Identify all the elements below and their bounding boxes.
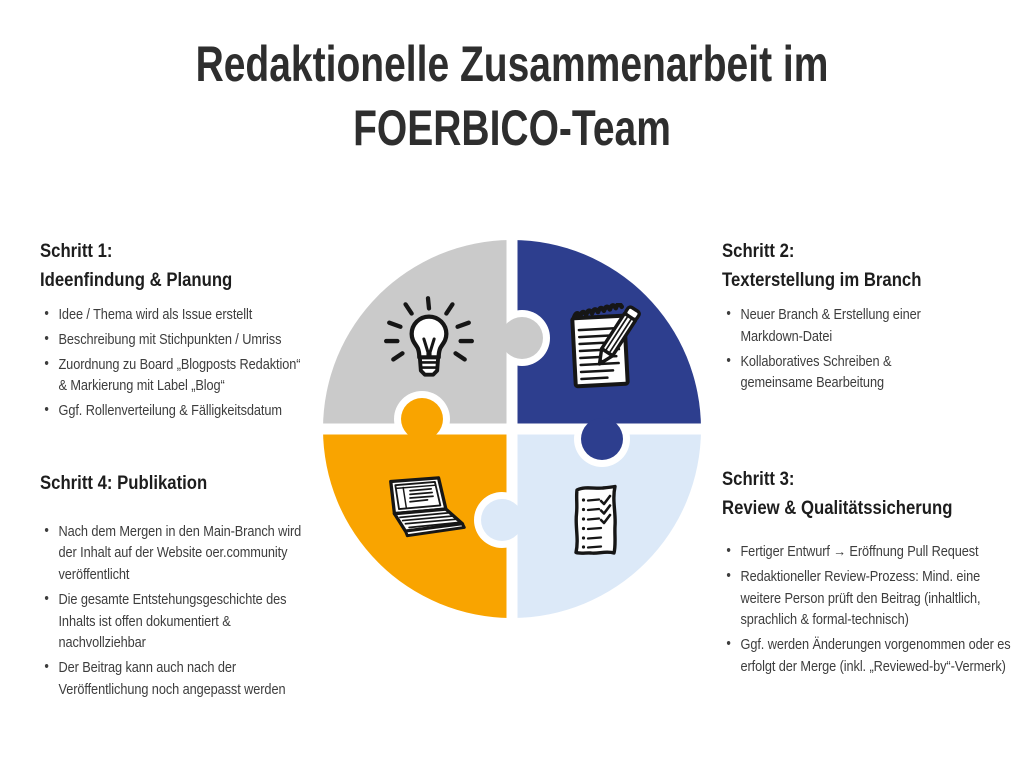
bullet-item: • Kollaboratives Schreiben & gemeinsame Bearbeitung [722, 352, 952, 396]
bullet-item: • Die gesamte Entstehungsgeschichte des Inhalts ist offen dokumentiert & nachvollziehbar [40, 590, 301, 655]
step-2-block [722, 238, 952, 398]
puzzle-knob-write [581, 418, 623, 460]
bulb-base [420, 357, 438, 374]
bullet-item: • Neuer Branch & Erstellung einer Markdown-Datei [722, 305, 952, 349]
puzzle-knob-idea [501, 317, 543, 359]
notepad-pencil-icon [566, 303, 646, 393]
title-line-2: FOERBICO-Team [353, 100, 671, 156]
bullet-item: • Ggf. werden Änderungen vorgenommen oder es erfolgt der Merge (inkl. „Reviewed-by“-Vermerk) [722, 635, 1021, 679]
step-2-heading-line-2: Texterstellung im Branch [722, 269, 922, 291]
step-1-bullet-list [40, 305, 301, 423]
bullet-item: • Idee / Thema wird als Issue erstellt [40, 305, 301, 327]
laptop-icon [374, 476, 470, 544]
step-3-heading [722, 466, 1021, 523]
lightbulb-icon [378, 295, 480, 381]
checklist-icon [563, 483, 625, 563]
step-1-block [40, 238, 301, 426]
step-2-bullet-list [722, 305, 952, 395]
step-3-heading-line-1: Schritt 3: [722, 469, 795, 490]
step-2-heading [722, 238, 952, 295]
bullet-item: • Nach dem Mergen in den Main-Branch wird der Inhalt auf der Website oer.community veröffentlicht [40, 522, 301, 587]
step-4-block [40, 470, 301, 705]
title-line-1: Redaktionelle Zusammenarbeit im [195, 36, 829, 92]
bullet-item: • Beschreibung mit Stichpunkten / Umriss [40, 330, 301, 352]
step-1-heading [40, 238, 301, 295]
step-3-block [722, 466, 1021, 682]
bullet-item: • Ggf. Rollenverteilung & Fälligkeitsdatum [40, 401, 301, 423]
puzzle-knob-publish [401, 398, 443, 440]
step-1-heading-line-1: Schritt 1: [40, 241, 113, 262]
step-4-bullet-list [40, 522, 301, 702]
step-3-bullet-list [722, 542, 1021, 679]
page-title [113, 32, 912, 160]
step-4-heading-line-1: Schritt 4: Publikation [40, 473, 208, 494]
bullet-item: • Der Beitrag kann auch nach der Veröffentlichung noch angepasst werden [40, 658, 301, 702]
step-1-heading-line-2: Ideenfindung & Planung [40, 269, 233, 291]
step-3-heading-line-2: Review & Qualitätssicherung [722, 497, 953, 519]
step-4-heading [40, 470, 301, 499]
bullet-item: • Redaktioneller Review-Prozess: Mind. eine weitere Person prüft den Beitrag (inhaltlich, sprachlich & formal-technisch) [722, 567, 1021, 632]
bullet-item: • Zuordnung zu Board „Blogposts Redaktion“ & Markierung mit Label „Blog“ [40, 355, 301, 399]
puzzle-knob-review [481, 499, 523, 541]
step-2-heading-line-1: Schritt 2: [722, 241, 795, 262]
bullet-item: • Fertiger Entwurf → Eröffnung Pull Request [722, 542, 1021, 564]
